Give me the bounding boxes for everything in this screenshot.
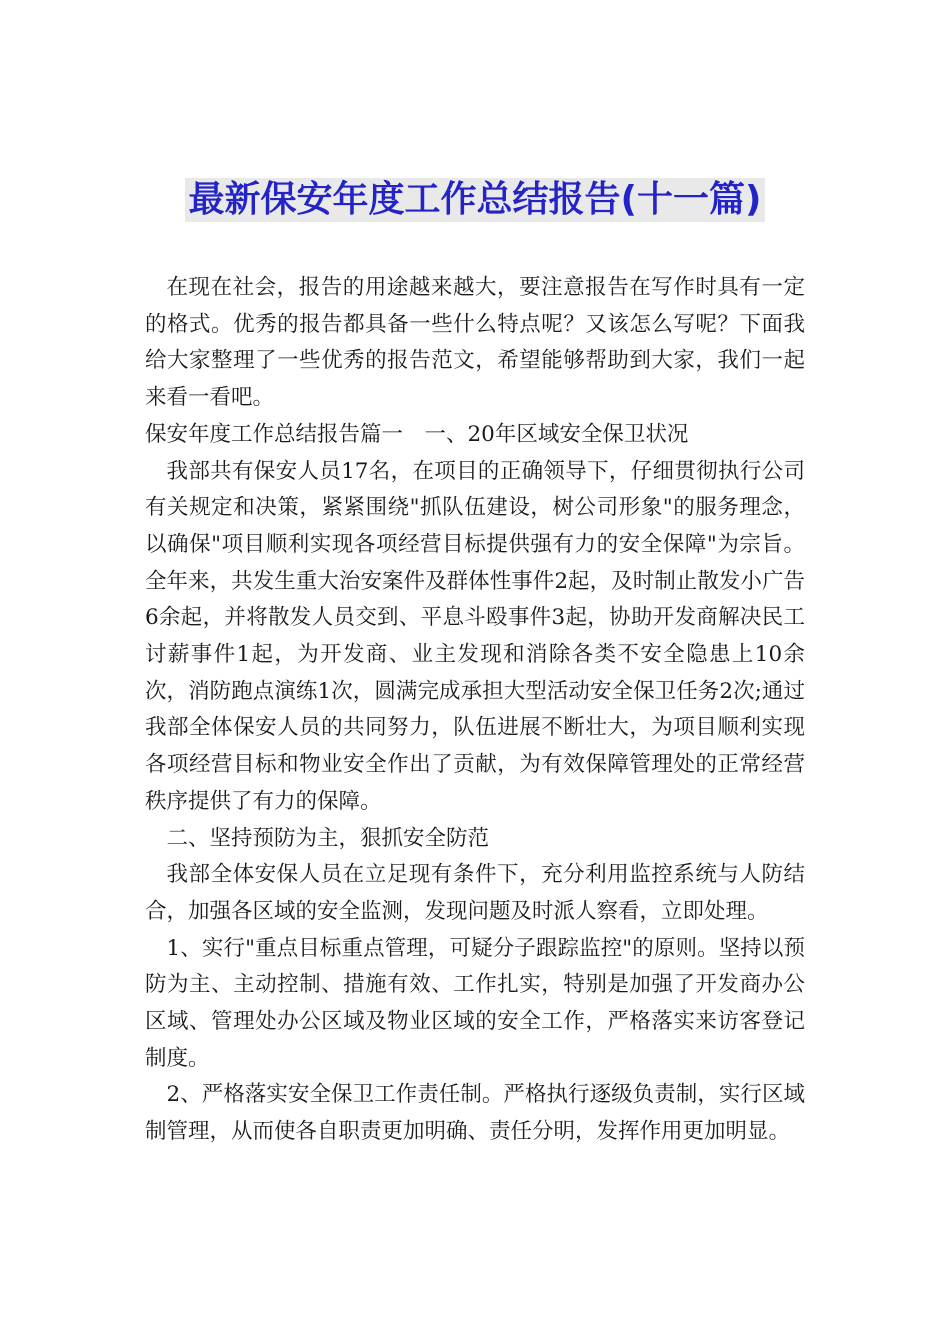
list-item-2: 2、严格落实安全保卫工作责任制。严格执行逐级负责制，实行区域制管理，从而使各自职责更加明确、责任分明，发挥作用更加明显。 — [145, 1082, 805, 1145]
section-heading-2: 二、坚持预防为主，狠抓安全防范 — [166, 825, 490, 851]
body-paragraph-2: 我部全体安保人员在立足现有条件下，充分利用监控系统与人防结合，加强各区域的安全监测，发现问题及时派人察看，立即处理。 — [145, 862, 805, 924]
intro-paragraph: 在现在社会，报告的用途越来越大，要注意报告在写作时具有一定的格式。优秀的报告都具备一些什么特点呢？又该怎么写呢？下面我给大家整理了一些优秀的报告范文，希望能够帮助到大家，我们一起来看一看吧。 — [145, 275, 805, 411]
document-body — [145, 270, 805, 1151]
body-paragraph-1: 我部共有保安人员17名，在项目的正确领导下，仔细贯彻执行公司有关规定和决策，紧紧围绕"抓队伍建设，树公司形象"的服务理念，以确保"项目顺利实现各项经营目标提供强有力的安全保障"为宗旨。全年来，共发生重大治安案件及群体性事件2起，及时制止散发小广告6余起，并将散发人员交到、平息斗殴事件3起，协助开发商解决民工讨薪事件1起，为开发商、业主发现和消除各类不安全隐患上10余次，消防跑点演练1次，圆满完成承担大型活动安全保卫任务2次;通过我部全体保安人员的共同努力，队伍进展不断壮大，为项目顺利实现各项经营目标和物业安全作出了贡献，为有效保障管理处的正常经营秩序提供了有力的保障。 — [145, 458, 805, 814]
title-block — [0, 178, 950, 222]
document-title: 最新保安年度工作总结报告(十一篇) — [185, 178, 766, 222]
list-item-1: 1、实行"重点目标重点管理，可疑分子跟踪监控"的原则。坚持以预防为主、主动控制、措施有效、工作扎实，特别是加强了开发商办公区域、管理处办公区域及物业区域的安全工作，严格落实来访客登记制度。 — [145, 935, 805, 1071]
section-heading-1: 保安年度工作总结报告篇一 一、20年区域安全保卫状况 — [145, 421, 689, 447]
